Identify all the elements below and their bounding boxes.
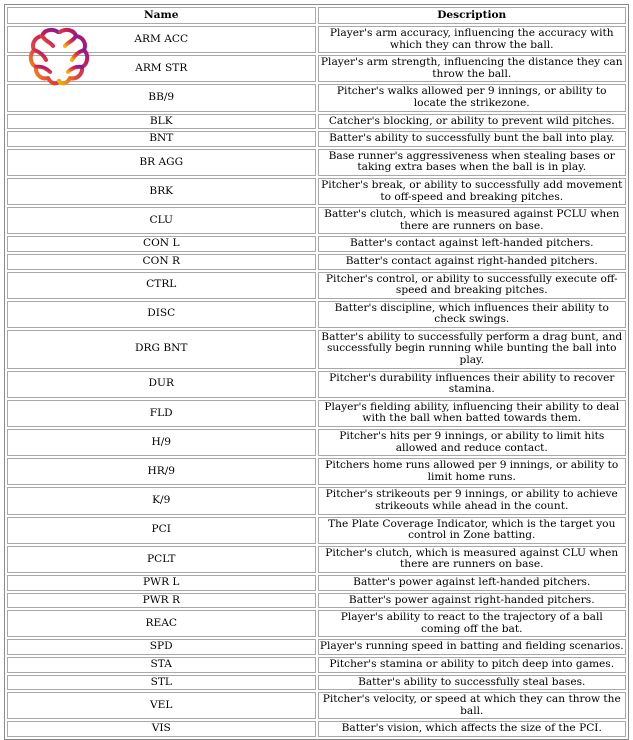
table-row xyxy=(7,236,626,252)
cell-name: BRK xyxy=(7,178,316,205)
cell-description: Base runner's aggressiveness when stealing bases or taking extra bases when the ball is in play. xyxy=(318,149,627,176)
cell-description: Player's arm strength, influencing the distance they can throw the ball. xyxy=(318,55,627,82)
cell-name: PWR L xyxy=(7,575,316,591)
cell-name: SPD xyxy=(7,639,316,655)
cell-description: Pitcher's stamina or ability to pitch deep into games. xyxy=(318,657,627,673)
cell-description: Player's running speed in batting and fielding scenarios. xyxy=(318,639,627,655)
table-row xyxy=(7,657,626,673)
glossary-container xyxy=(4,4,629,740)
table-row xyxy=(7,207,626,234)
table-row xyxy=(7,84,626,111)
cell-description: Pitcher's control, or ability to successfully execute off-speed and breaking pitches. xyxy=(318,272,627,299)
cell-name: ARM ACC xyxy=(7,26,316,53)
table-row xyxy=(7,692,626,719)
cell-name: PWR R xyxy=(7,593,316,609)
table-row xyxy=(7,178,626,205)
table-row xyxy=(7,517,626,544)
table-row xyxy=(7,639,626,655)
table-row xyxy=(7,546,626,573)
cell-description: Player's fielding ability, influencing their ability to deal with the ball when batted towards them. xyxy=(318,400,627,427)
cell-description: Batter's ability to successfully steal bases. xyxy=(318,675,627,691)
table-row xyxy=(7,458,626,485)
header-description: Description xyxy=(318,7,627,24)
table-row xyxy=(7,131,626,147)
cell-name: STL xyxy=(7,675,316,691)
table-row xyxy=(7,330,626,369)
cell-name: PCLT xyxy=(7,546,316,573)
table-row xyxy=(7,114,626,130)
cell-description: Batter's contact against right-handed pitchers. xyxy=(318,254,627,270)
cell-name: VEL xyxy=(7,692,316,719)
cell-description: Pitcher's strikeouts per 9 innings, or ability to achieve strikeouts while ahead in the count. xyxy=(318,487,627,514)
cell-description: Batter's vision, which affects the size of the PCI. xyxy=(318,721,627,737)
cell-description: Pitcher's velocity, or speed at which they can throw the ball. xyxy=(318,692,627,719)
table-row xyxy=(7,149,626,176)
cell-name: STA xyxy=(7,657,316,673)
cell-description: Batter's discipline, which influences their ability to check swings. xyxy=(318,301,627,328)
cell-description: Pitcher's durability influences their ability to recover stamina. xyxy=(318,371,627,398)
cell-name: DISC xyxy=(7,301,316,328)
cell-description: Pitcher's walks allowed per 9 innings, or ability to locate the strikezone. xyxy=(318,84,627,111)
cell-name: VIS xyxy=(7,721,316,737)
table-row xyxy=(7,593,626,609)
cell-name: H/9 xyxy=(7,429,316,456)
cell-name: FLD xyxy=(7,400,316,427)
table-row xyxy=(7,254,626,270)
table-row xyxy=(7,575,626,591)
table-row xyxy=(7,429,626,456)
cell-description: Pitcher's clutch, which is measured against CLU when there are runners on base. xyxy=(318,546,627,573)
cell-name: BLK xyxy=(7,114,316,130)
cell-description: Player's ability to react to the trajectory of a ball coming off the bat. xyxy=(318,610,627,637)
table-row xyxy=(7,400,626,427)
cell-name: ARM STR xyxy=(7,55,316,82)
cell-name: PCI xyxy=(7,517,316,544)
cell-description: Batter's clutch, which is measured against PCLU when there are runners on base. xyxy=(318,207,627,234)
cell-name: BB/9 xyxy=(7,84,316,111)
cell-name: CTRL xyxy=(7,272,316,299)
cell-name: CON R xyxy=(7,254,316,270)
cell-name: HR/9 xyxy=(7,458,316,485)
table-row xyxy=(7,675,626,691)
cell-name: BNT xyxy=(7,131,316,147)
table-row xyxy=(7,26,626,53)
cell-name: BR AGG xyxy=(7,149,316,176)
cell-description: Batter's ability to successfully bunt the ball into play. xyxy=(318,131,627,147)
header-name: Name xyxy=(7,7,316,24)
cell-name: DUR xyxy=(7,371,316,398)
table-row xyxy=(7,721,626,737)
cell-description: Batter's power against right-handed pitchers. xyxy=(318,593,627,609)
cell-description: Batter's power against left-handed pitchers. xyxy=(318,575,627,591)
cell-description: Pitcher's hits per 9 innings, or ability to limit hits allowed and reduce contact. xyxy=(318,429,627,456)
cell-description: The Plate Coverage Indicator, which is the target you control in Zone batting. xyxy=(318,517,627,544)
table-row xyxy=(7,272,626,299)
cell-description: Batter's ability to successfully perform a drag bunt, and successfully begin running while bunting the ball into play. xyxy=(318,330,627,369)
table-row xyxy=(7,371,626,398)
cell-description: Pitchers home runs allowed per 9 innings, or ability to limit home runs. xyxy=(318,458,627,485)
cell-name: CLU xyxy=(7,207,316,234)
cell-description: Batter's contact against left-handed pitchers. xyxy=(318,236,627,252)
cell-description: Catcher's blocking, or ability to prevent wild pitches. xyxy=(318,114,627,130)
table-row xyxy=(7,55,626,82)
table-row xyxy=(7,301,626,328)
cell-name: DRG BNT xyxy=(7,330,316,369)
cell-name: CON L xyxy=(7,236,316,252)
cell-name: K/9 xyxy=(7,487,316,514)
cell-name: REAC xyxy=(7,610,316,637)
cell-description: Player's arm accuracy, influencing the accuracy with which they can throw the ball. xyxy=(318,26,627,53)
header-row xyxy=(7,7,626,24)
table-row xyxy=(7,610,626,637)
table-row xyxy=(7,487,626,514)
glossary-table xyxy=(4,4,629,740)
cell-description: Pitcher's break, or ability to successfully add movement to off-speed and breaking pitches. xyxy=(318,178,627,205)
